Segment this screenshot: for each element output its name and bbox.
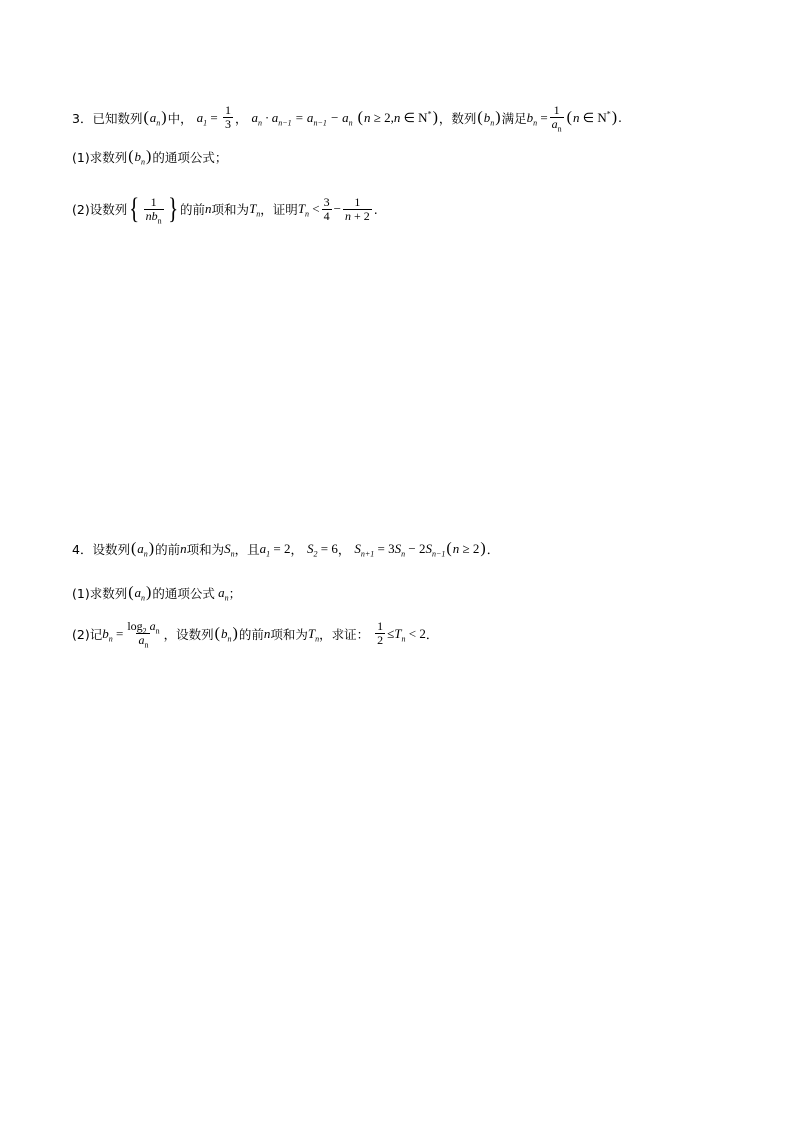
- q3-part2-mid2: 项和为: [211, 202, 250, 217]
- q4-mid1: 的前: [155, 542, 181, 557]
- q4-part2-mid3: ，求证：: [319, 626, 370, 642]
- math: $T_n$: [297, 201, 310, 219]
- math: (: [128, 584, 134, 601]
- q4-part2-mid2: 项和为: [270, 626, 308, 642]
- q3-intro: 已知数列: [92, 110, 143, 126]
- q4-part1-end: ；: [228, 586, 242, 601]
- math: $a_n$: [149, 109, 161, 128]
- math: = 2: [270, 541, 291, 556]
- q3-part2-mid3: ，证明: [260, 202, 298, 217]
- q3-part2-end: .: [373, 201, 378, 217]
- math: =: [112, 625, 124, 641]
- math: $b_n$: [483, 109, 495, 128]
- q4-mid2: 项和为: [186, 542, 225, 557]
- q4-end: ．: [486, 542, 500, 557]
- math: $a_n$: [137, 541, 148, 559]
- math: n: [393, 109, 401, 125]
- math: $T_n$: [249, 201, 261, 219]
- fraction: $\frac{1}{2}$: [377, 619, 384, 647]
- math: $a_1$: [259, 541, 271, 559]
- math: n: [363, 109, 371, 125]
- q4-part1-suffix: 的通项公式: [152, 586, 215, 601]
- math: (: [566, 108, 572, 126]
- math: $S_n$: [394, 541, 406, 559]
- math: ): [232, 624, 238, 642]
- q4-line1: [72, 540, 499, 558]
- q3-part1: [72, 148, 227, 166]
- q4-part1: [72, 584, 241, 602]
- q4-mid3: ，且: [234, 542, 260, 557]
- math: ∈ N*: [579, 109, 611, 125]
- math: =: [537, 109, 548, 125]
- math: = 3: [374, 541, 395, 556]
- fraction: $\frac{\log_2 a_n}{a_n}$: [127, 619, 160, 650]
- q3-part2-prefix: (2)设数列: [72, 202, 128, 217]
- math: ): [611, 108, 618, 126]
- q3-part2: [72, 194, 378, 224]
- fraction: $\frac{1}{a_n}$: [551, 103, 562, 134]
- q3-b-seq-text: ，数列: [438, 110, 477, 126]
- q3-part1-prefix: (1)求数列: [72, 150, 128, 165]
- q4-part2-mid0: ，设数列: [163, 626, 214, 642]
- math: $T_n$: [394, 625, 406, 644]
- q4-part2-mid1: 的前: [238, 626, 264, 642]
- fraction: $\frac{1}{nb_n}$: [145, 194, 162, 225]
- math: ): [148, 540, 155, 557]
- math: $b_n$: [134, 149, 146, 167]
- math: ∈ N*: [400, 109, 432, 125]
- q3-line1: [72, 103, 623, 134]
- math: n: [452, 541, 460, 556]
- math: < 2: [405, 625, 426, 641]
- math: $b_n$: [526, 109, 538, 128]
- math: ): [161, 108, 167, 126]
- fraction: $\frac{3}{4}$: [323, 194, 330, 223]
- q3-period: .: [618, 110, 623, 125]
- math: ≥ 2,: [370, 109, 394, 125]
- q3-comma: ，: [234, 110, 248, 126]
- q4-part2-prefix: (2)记: [72, 626, 103, 642]
- math: (: [130, 540, 137, 557]
- q4-comma: ，: [290, 542, 304, 557]
- q4-part2: [72, 619, 439, 650]
- math: ≥ 2: [459, 541, 480, 556]
- math: $b_n$: [102, 625, 113, 644]
- math: ): [432, 108, 438, 126]
- math: n: [573, 109, 580, 125]
- q3-manzu: 满足: [501, 110, 527, 126]
- fraction: $\frac{1}{3}$: [224, 103, 231, 131]
- math: n: [205, 201, 212, 216]
- math: n: [180, 541, 187, 556]
- math: $a_n \cdot a_{n-1} = a_{n-1} - a_n$: [251, 109, 353, 128]
- math: = 6: [317, 541, 338, 556]
- math: $S_2$: [307, 541, 318, 559]
- math: − 2: [405, 541, 426, 556]
- math: {: [129, 192, 140, 225]
- math: $b_n$: [221, 625, 232, 644]
- fraction: $\frac{1}{n + 2}$: [344, 194, 370, 223]
- q4-part2-end: ．: [425, 626, 439, 642]
- math: $S_{n-1}$: [425, 541, 446, 559]
- math: $a_n$: [214, 585, 229, 603]
- q4-part1-prefix: (1)求数列: [72, 586, 128, 601]
- math: ): [480, 540, 486, 557]
- q3-part1-suffix: 的通项公式；: [152, 150, 228, 165]
- math: $a_1$: [196, 109, 208, 128]
- math: ): [146, 148, 152, 165]
- math: =: [207, 109, 221, 125]
- math: <: [309, 201, 320, 216]
- math: (: [214, 624, 220, 642]
- math: ≤: [387, 625, 395, 641]
- math: $S_{n+1}$: [354, 541, 375, 559]
- math: $T_n$: [307, 625, 320, 644]
- q4-comma2: ，: [337, 542, 351, 557]
- math: (: [128, 148, 134, 165]
- math: ): [146, 584, 152, 601]
- math: −: [333, 201, 341, 216]
- q3-number: 3．: [72, 110, 93, 126]
- q4-intro: 设数列: [92, 542, 130, 557]
- math: n: [263, 625, 271, 641]
- q3-zhong: 中，: [167, 110, 193, 126]
- q3-part2-mid1: 的前: [180, 202, 206, 217]
- q4-number: 4．: [72, 542, 93, 557]
- math: (: [446, 540, 452, 557]
- math: $a_n$: [134, 585, 146, 603]
- math: $S_n$: [224, 541, 235, 559]
- math: ): [495, 108, 501, 126]
- math: (: [143, 108, 149, 126]
- math: }: [167, 192, 178, 225]
- math: (: [477, 108, 483, 126]
- math: (: [357, 108, 363, 126]
